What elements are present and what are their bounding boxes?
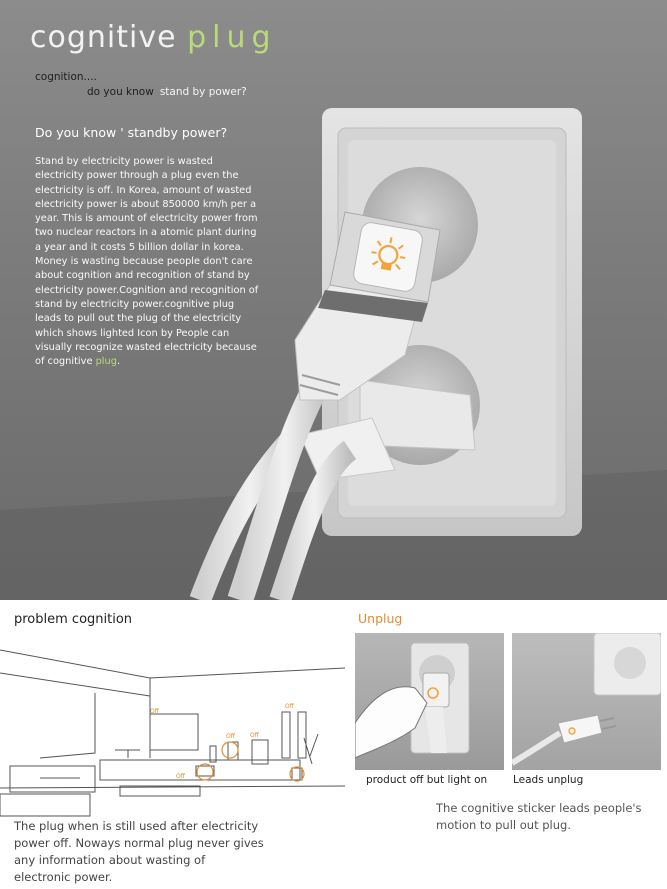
tagline-do-you-know: do you know: [87, 86, 154, 98]
off-label-audio: Off: [250, 732, 259, 739]
title-word-plug: plug: [187, 20, 277, 55]
tagline-question: [87, 86, 247, 98]
app-title: [30, 20, 277, 55]
living-room-sketch: [0, 638, 345, 818]
problem-title: problem cognition: [14, 612, 133, 627]
photo2-label: Leads unplug: [513, 774, 584, 786]
photo1-label: product off but light on: [366, 774, 488, 786]
photo-leads-unplug: [512, 633, 661, 770]
unplug-caption: The cognitive sticker leads people's motion to pull out plug.: [436, 801, 642, 832]
photo-product-off: [355, 633, 504, 770]
title-word-cognitive: cognitive: [30, 20, 177, 55]
off-label-console: Off: [176, 773, 185, 780]
off-label-device: Off: [226, 733, 235, 740]
article-body-text: Stand by electricity power is wasted electricity power through a plug even the electricity is off. In Korea, amount of wasted electricity power is about 850000 km/h per a year. This is amount of electricity power from two nuclear reactors in a atomic plant during a year and it costs 5 billion dollar in korea. Money is wasting because people don't care about cognition and recognition of stand by electricity power.Cognition and recognition of stand by electricity power.cognitive plug leads to pull out the plug of the electricity which shows lighted Icon by People can visually recognize wasted electricity because of cognitive: [35, 156, 259, 368]
article-body-highlight: plug: [95, 356, 117, 368]
off-label-tv: Off: [150, 708, 159, 715]
article-body: [35, 155, 260, 369]
article-body-end: .: [116, 356, 121, 368]
off-label-speaker: Off: [285, 703, 294, 710]
tagline-standby: stand by power?: [159, 86, 247, 98]
tagline-cognition: cognition....: [35, 71, 97, 83]
problem-caption: The plug when is still used after electricity power off. Noways normal plug never gives any information about wasting of electronic power.: [14, 819, 264, 884]
unplug-title: Unplug: [358, 611, 403, 626]
article-heading: Do you know ' standby power?: [35, 125, 228, 140]
